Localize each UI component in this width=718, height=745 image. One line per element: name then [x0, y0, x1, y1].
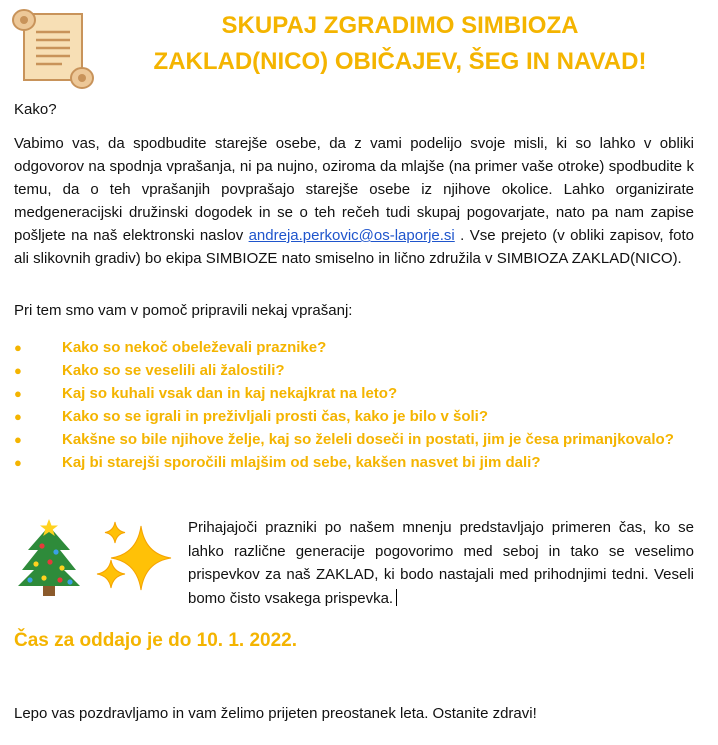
- page-title: [100, 8, 700, 80]
- bullet-icon: ●: [14, 340, 22, 355]
- questions-list: [14, 336, 714, 474]
- email-link[interactable]: andreja.perkovic@os-laporje.si: [248, 227, 455, 244]
- list-item: [14, 405, 714, 428]
- list-item: [14, 451, 714, 474]
- questions-intro: Pri tem smo vam v pomoč pripravili nekaj vprašanj:: [14, 302, 353, 319]
- intro-text-before-link: Vabimo vas, da spodbudite starejše osebe, da z vami podelijo svoje misli, ki so lahko v obliki odgovorov na spodnja vprašanja, ni pa nujno, oziroma da mlajše (na primer vaše otroke) spodbudite k temu, da o teh vprašanjih povprašajo starejše osebe iz njihove okolice. Lahko organizirate medgeneracijski družinski dogodek in se o teh rečeh tudi skupaj pogovarjate, nato pa nam zapise pošljete na naš elektronski naslov: [14, 135, 694, 244]
- text-cursor: [396, 589, 397, 606]
- sparkles-icon: [95, 518, 175, 596]
- bullet-icon: ●: [14, 432, 22, 447]
- closing-text: Lepo vas pozdravljamo in vam želimo prijeten preostanek leta. Ostanite zdravi!: [14, 705, 537, 722]
- scroll-icon: [10, 8, 96, 90]
- intro-text-after-link: . Vse prejeto (v obliki zapisov, foto ali slikovnih gradiv) bo ekipa SIMBIOZE nato smiselno in lično združila v SIMBIOZA ZAKLAD(NICO).: [14, 227, 694, 267]
- holiday-paragraph: [188, 516, 694, 610]
- title-line-2: ZAKLAD(NICO) OBIČAJEV, ŠEG IN NAVAD!: [153, 48, 647, 75]
- list-item: [14, 336, 714, 359]
- question-text: Kakšne so bile njihove želje, kaj so želeli doseči in postati, jim je česa primanjkovalo?: [62, 431, 674, 448]
- deadline-heading: Čas za oddajo je do 10. 1. 2022.: [14, 630, 298, 651]
- question-text: Kaj so kuhali vsak dan in kaj nekajkrat na leto?: [62, 385, 398, 402]
- bullet-icon: ●: [14, 409, 22, 424]
- list-item: [14, 359, 714, 382]
- bullet-icon: ●: [14, 363, 22, 378]
- kako-heading: Kako?: [14, 101, 57, 118]
- christmas-tree-icon: [14, 518, 84, 598]
- question-text: Kako so se igrali in preživljali prosti čas, kako je bilo v šoli?: [62, 408, 488, 425]
- list-item: [14, 428, 714, 451]
- question-text: Kaj bi starejši sporočili mlajšim od sebe, kakšen nasvet bi jim dali?: [62, 454, 541, 471]
- holiday-text: Prihajajoči prazniki po našem mnenju predstavljajo primeren čas, ko se lahko različne generacije pogovorimo med seboj in tako se veselimo prispevkov za naš ZAKLAD, ki bodo nastajali med prihodnjimi tedni. Veseli bomo čisto vsakega prispevka.: [188, 519, 694, 607]
- list-item: [14, 382, 714, 405]
- question-text: Kako so se veselili ali žalostili?: [62, 362, 285, 379]
- bullet-icon: ●: [14, 455, 22, 470]
- intro-paragraph: [14, 132, 694, 270]
- title-line-1: SKUPAJ ZGRADIMO SIMBIOZA: [221, 12, 579, 39]
- bullet-icon: ●: [14, 386, 22, 401]
- question-text: Kako so nekoč obeleževali praznike?: [62, 339, 327, 356]
